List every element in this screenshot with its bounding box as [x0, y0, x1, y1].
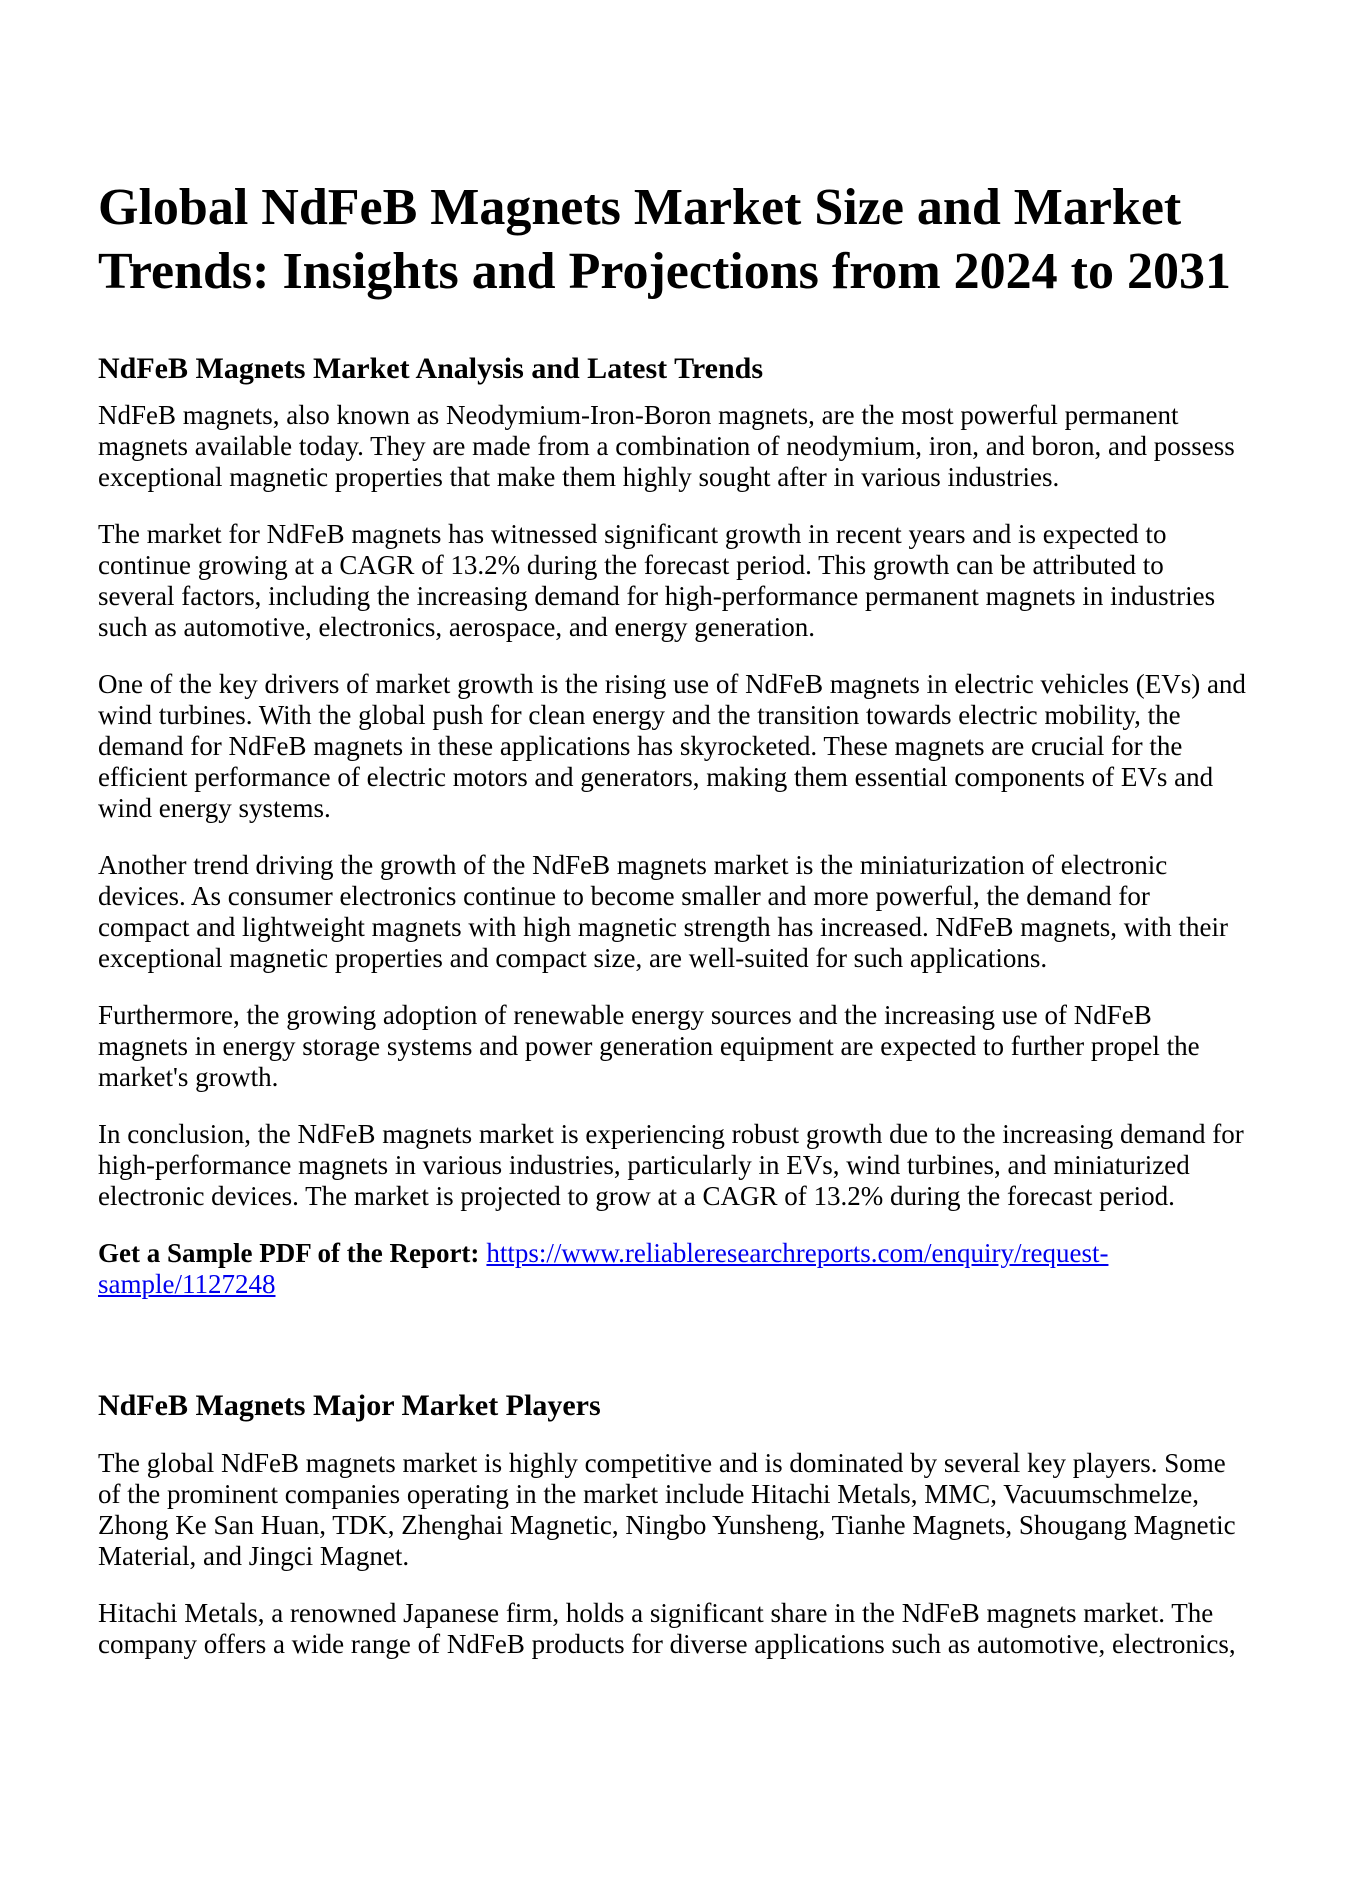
section-heading-players: NdFeB Magnets Major Market Players [98, 1389, 601, 1422]
paragraph-conclusion: In conclusion, the NdFeB magnets market is experiencing robust growth due to the increasing demand for high-performance magnets in various industries, particularly in EVs, wind turbines, and miniaturized electronic devices. The market is projected to grow at a CAGR of 13.2% during the forecast period. [98, 1119, 1244, 1211]
paragraph-market-growth: The market for NdFeB magnets has witnessed significant growth in recent years and is expected to continue growing at a CAGR of 13.2% during the forecast period. This growth can be attributed to several factors, including the increasing demand for high-performance permanent magnets in industries such as automotive, electronics, aerospace, and energy generation. [98, 519, 1216, 642]
sample-report-line [98, 1238, 1246, 1300]
page-title: Global NdFeB Magnets Market Size and Market Trends: Insights and Projections from 2024 to 2031 [98, 179, 1231, 300]
section-heading-analysis: NdFeB Magnets Market Analysis and Latest Trends [98, 352, 764, 385]
paragraph-hitachi-metals: Hitachi Metals, a renowned Japanese firm, holds a significant share in the NdFeB magnets market. The company offers a wide range of NdFeB products for diverse applications such as automotive, electronics, [98, 1598, 1236, 1659]
sample-report-label: Get a Sample PDF of the Report: [98, 1238, 480, 1268]
paragraph-competitive-landscape: The global NdFeB magnets market is highly competitive and is dominated by several key players. Some of the prominent companies operating in the market include Hitachi Metals, MMC, Vacuumschmelze, Zhong Ke San Huan, TDK, Zhenghai Magnetic, Ningbo Yunsheng, Tianhe Magnets, Shougang Magnetic Material, and Jingci Magnet. [98, 1448, 1236, 1571]
paragraph-renewable-energy: Furthermore, the growing adoption of renewable energy sources and the increasing use of NdFeB magnets in energy storage systems and power generation equipment are expected to further propel the market's growth. [98, 1000, 1200, 1092]
paragraph-intro: NdFeB magnets, also known as Neodymium-Iron-Boron magnets, are the most powerful permanent magnets available today. They are made from a combination of neodymium, iron, and boron, and possess exceptional magnetic properties that make them highly sought after in various industries. [98, 400, 1235, 492]
paragraph-key-drivers: One of the key drivers of market growth is the rising use of NdFeB magnets in electric vehicles (EVs) and wind turbines. With the global push for clean energy and the transition towards electric mobility, the demand for NdFeB magnets in these applications has skyrocketed. These magnets are crucial for the efficient performance of electric motors and generators, making them essential components of EVs and wind energy systems. [98, 669, 1246, 823]
paragraph-miniaturization: Another trend driving the growth of the NdFeB magnets market is the miniaturization of electronic devices. As consumer electronics continue to become smaller and more powerful, the demand for compact and lightweight magnets with high magnetic strength has increased. NdFeB magnets, with their exceptional magnetic properties and compact size, are well-suited for such applications. [98, 850, 1228, 973]
sample-report-link[interactable]: https://www.reliableresearchreports.com/enquiry/request-sample/1127248 [98, 1238, 1109, 1299]
